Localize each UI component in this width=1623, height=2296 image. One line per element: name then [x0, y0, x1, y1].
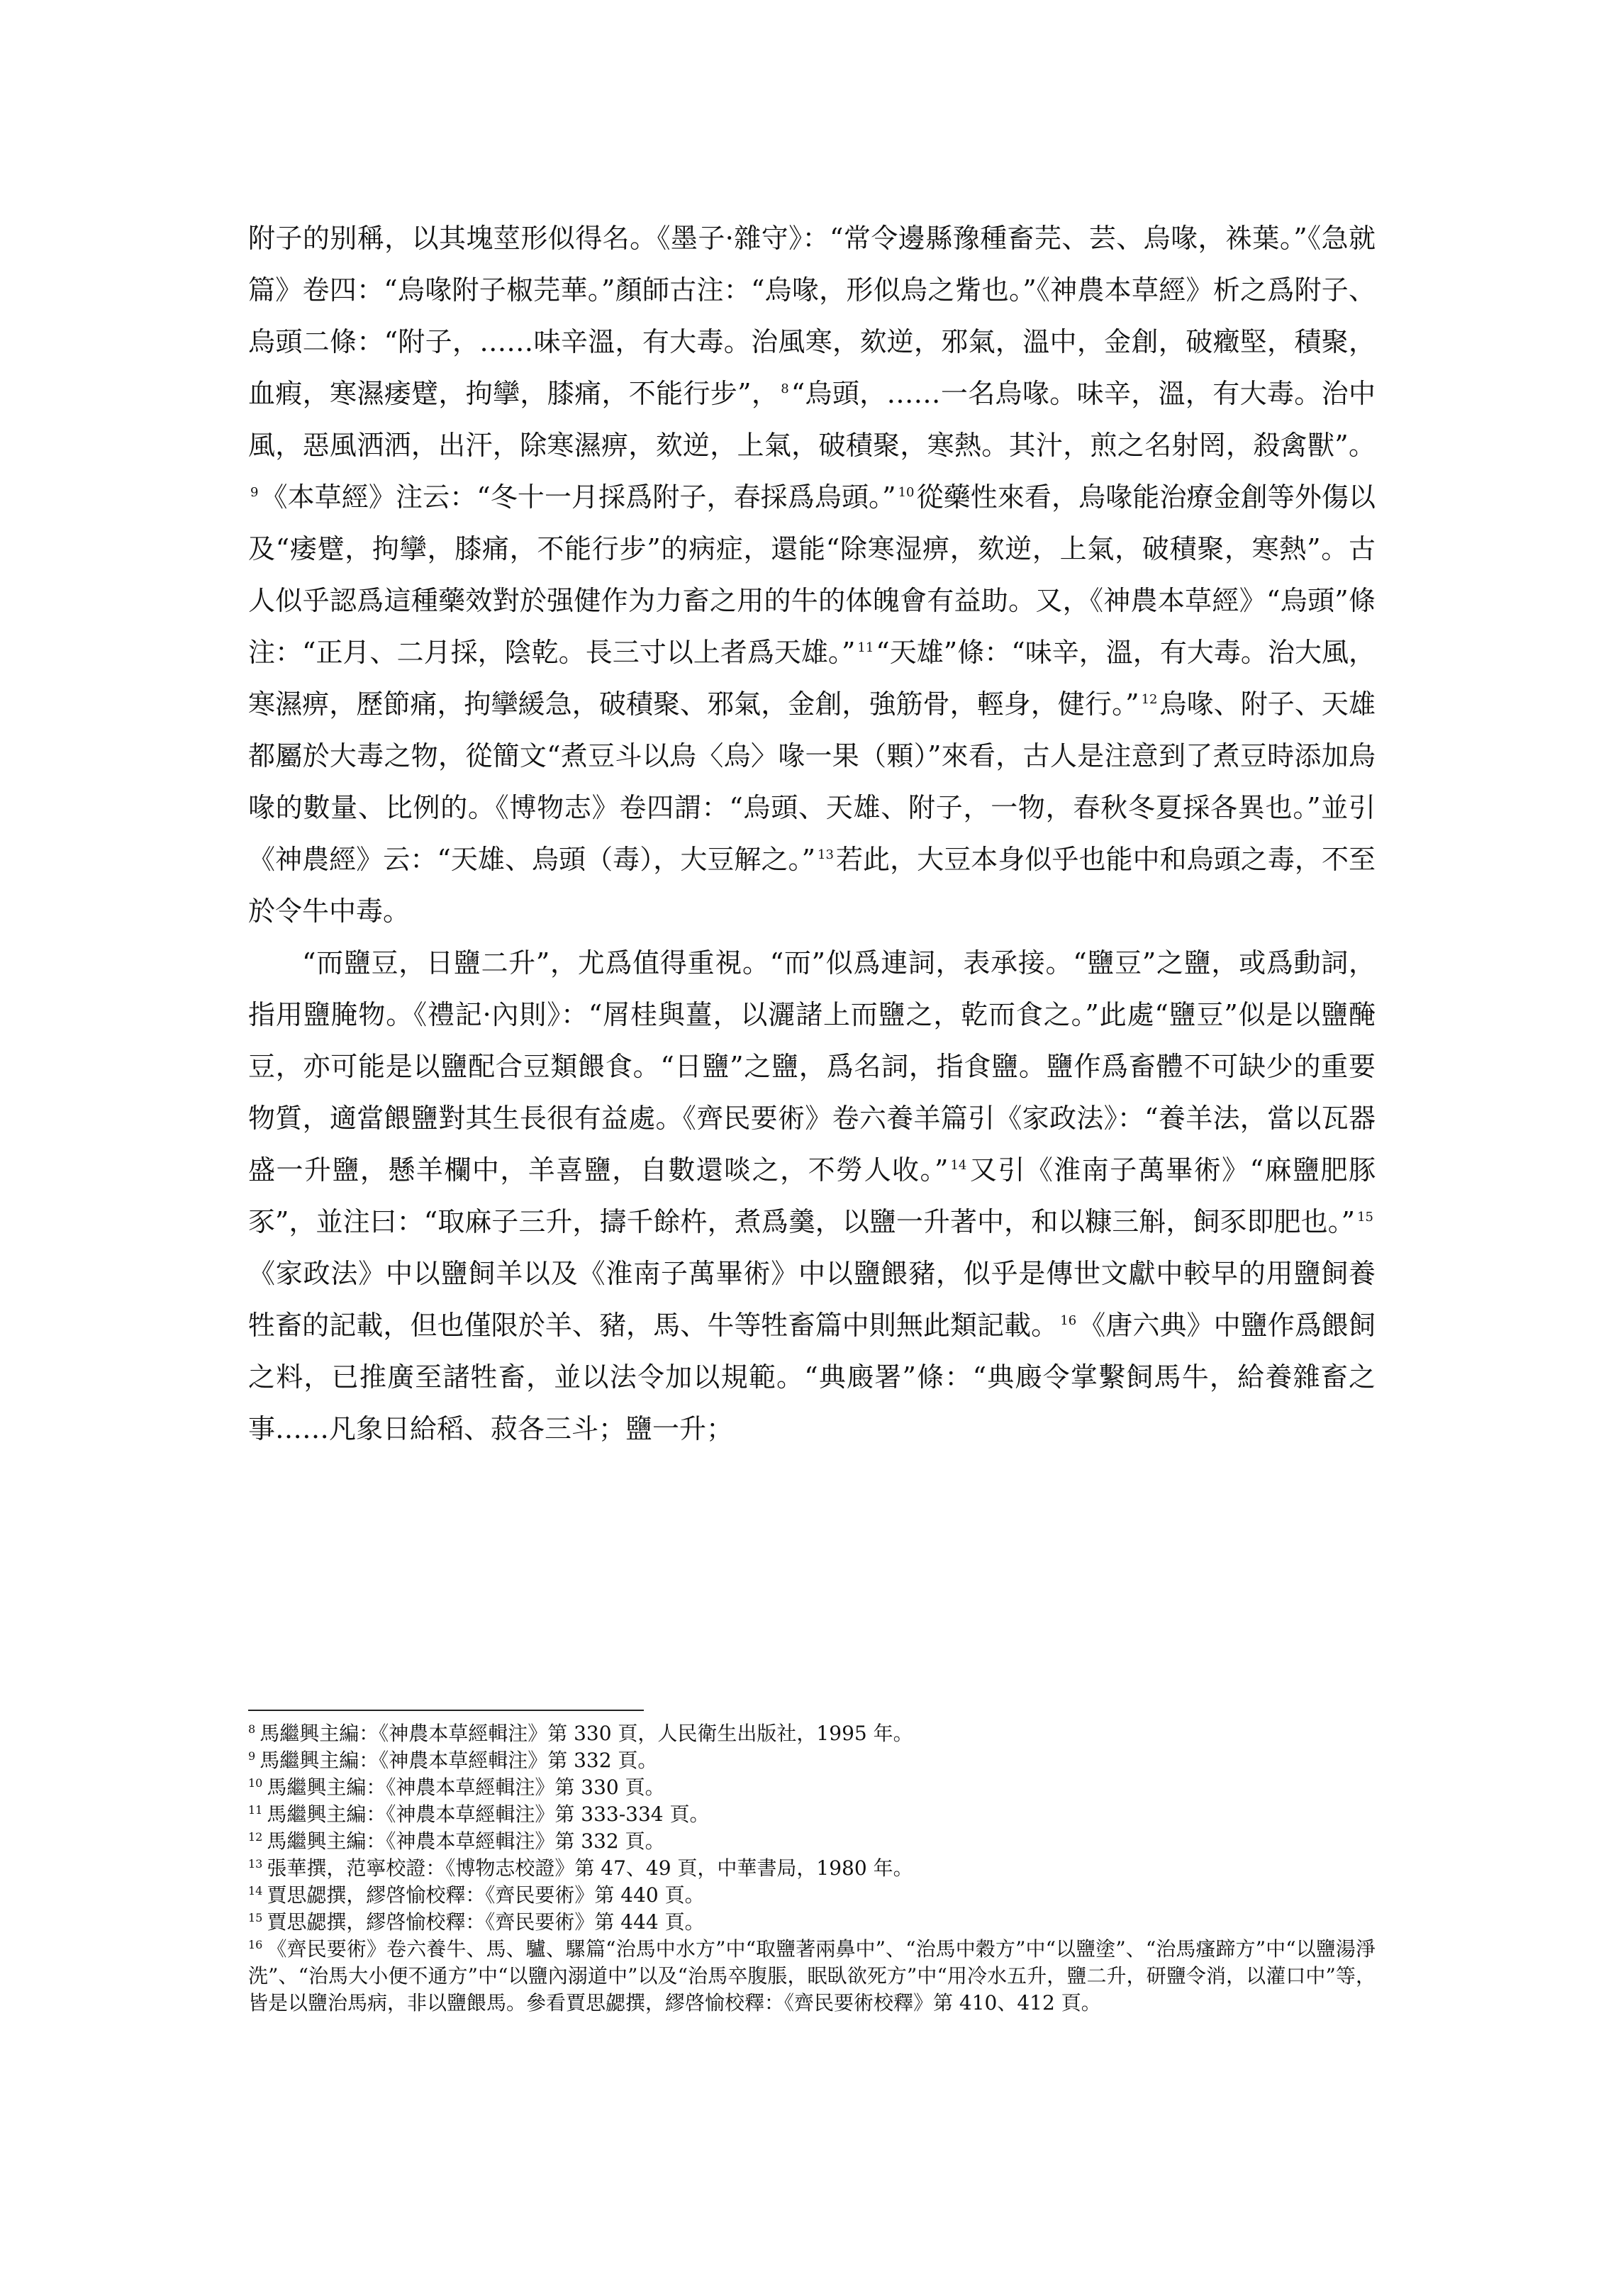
text-run: 若此，大豆本身似乎也能中和烏頭之毒，不至於令牛中毒。 [248, 844, 1376, 927]
footnote-number: 16 [248, 1937, 263, 1951]
footnote-text: 馬繼興主編：《神農本草經輯注》第 333-334 頁。 [267, 1802, 710, 1826]
footnote [248, 1828, 1376, 1855]
footnote-number: 14 [248, 1883, 263, 1897]
footnote-text: 賈思勰撰，繆啓愉校釋：《齊民要術》第 440 頁。 [267, 1883, 705, 1907]
text-run: “烏頭，……一名烏喙。味辛，溫，有大毒。治中風，惡風洒洒，出汗，除寒濕痹，欬逆，上氣，破積聚，寒熱。其汁，煎之名射罔，殺禽獸”。 [248, 378, 1376, 461]
text-run: 烏喙、附子、天雄都屬於大毒之物，從簡文“煮豆斗以烏〈烏〉喙一果（顆）”來看，古人是注意到了煮豆時添加烏喙的數量、比例的。《博物志》卷四謂：“烏頭、天雄、附子，一物，春秋冬夏採各異也。”並引《神農經》云：“天雄、烏頭（毒），大豆解之。” [248, 689, 1376, 875]
footnote-number: 13 [248, 1856, 263, 1871]
footnote-reference: 9 [250, 485, 259, 501]
footnote-reference: 16 [1060, 1313, 1077, 1329]
footnote-text: 馬繼興主編：《神農本草經輯注》第 330 頁，人民衛生出版社，1995 年。 [260, 1722, 913, 1745]
text-run: 從藥性來看，烏喙能治療金創等外傷以及“痿躄，拘攣，膝痛，不能行步”的病症，還能“除寒湿痹，欬逆，上氣，破積聚，寒熱”。古人似乎認爲這種藥效對於强健作为力畜之用的牛的体魄會有益助。又，《神農本草經》“烏頭”條注：“正月、二月採，陰乾。長三寸以上者爲天雄。” [248, 481, 1376, 668]
paragraph-1 [248, 213, 1376, 937]
footnote-reference: 8 [781, 381, 789, 397]
paragraph-2 [248, 937, 1376, 1455]
text-run: 《唐六典》中鹽作爲餵飼之料，已推廣至諸牲畜，並以法令加以規範。“典廄署”條：“典廄令掌繫飼馬牛，給養雜畜之事……凡象日給稻、菽各三斗；鹽一升； [248, 1310, 1376, 1444]
footnote-text: 馬繼興主編：《神農本草經輯注》第 332 頁。 [260, 1749, 658, 1772]
footnote-text: 馬繼興主編：《神農本草經輯注》第 330 頁。 [267, 1776, 665, 1799]
footnote [248, 1774, 1376, 1801]
footnote-number: 15 [248, 1910, 263, 1924]
footnote-number: 9 [248, 1749, 256, 1763]
footnote-reference: 13 [818, 847, 834, 863]
footnote-text: 馬繼興主編：《神農本草經輯注》第 332 頁。 [267, 1829, 665, 1853]
text-run: “天雄”條：“味辛，溫，有大毒。治大風，寒濕痹，歷節痛，拘攣緩急，破積聚、邪氣，金創，強筋骨，輕身，健行。” [248, 637, 1376, 720]
footnote-separator [248, 1710, 644, 1711]
text-run: “而鹽豆，日鹽二升”，尤爲值得重視。“而”似爲連詞，表承接。“鹽豆”之鹽，或爲動詞，指用鹽腌物。《禮記·內則》：“屑桂與薑，以灑諸上而鹽之，乾而食之。”此處“鹽豆”似是以鹽醃豆，亦可能是以鹽配合豆類餵食。“日鹽”之鹽，爲名詞，指食鹽。鹽作爲畜體不可缺少的重要物質，適當餵鹽對其生長很有益處。《齊民要術》卷六養羊篇引《家政法》：“養羊法，當以瓦器盛一升鹽，懸羊欄中，羊喜鹽，自數還啖之，不勞人收。” [248, 947, 1376, 1186]
footnote-reference: 14 [950, 1158, 967, 1174]
footnote-number: 12 [248, 1829, 263, 1844]
footnote-text: 《齊民要術》卷六養牛、馬、驢、騾篇“治馬中水方”中“取鹽著兩鼻中”、“治馬中穀方”中“以鹽塗”、“治馬瘙蹄方”中“以鹽湯淨洗”、“治馬大小便不通方”中“以鹽內溺道中”以及“治馬卒腹脹，眠臥欲死方”中“用冷水五升，鹽二升，研鹽令消，以灌口中”等，皆是以鹽治馬病，非以鹽餵馬。參看賈思勰撰，繆啓愉校釋：《齊民要術校釋》第 410、412 頁。 [248, 1937, 1376, 2014]
footnote [248, 1720, 1376, 1747]
footnote [248, 1747, 1376, 1774]
footnote [248, 1882, 1376, 1909]
footnote-reference: 10 [898, 485, 915, 501]
footnote [248, 1801, 1376, 1828]
footnote-reference: 15 [1357, 1210, 1373, 1225]
text-run: 《本草經》注云：“冬十一月採爲附子，春採爲烏頭。” [260, 481, 896, 513]
footnote-reference: 12 [1141, 692, 1158, 708]
text-run: 附子的别稱，以其塊莖形似得名。《墨子·雜守》：“常令邊縣豫種畜芫、芸、烏喙，袾葉。”《急就篇》卷四：“烏喙附子椒芫華。”顏師古注：“烏喙，形似烏之觜也。”《神農本草經》析之爲附子、烏頭二條：“附子，……味辛溫，有大毒。治風寒，欬逆，邪氣，溫中，金創，破癥堅，積聚，血瘕，寒濕痿躄，拘攣，膝痛，不能行步”， [248, 223, 1376, 409]
footnote [248, 1909, 1376, 1936]
footnote-text: 賈思勰撰，繆啓愉校釋：《齊民要術》第 444 頁。 [267, 1910, 705, 1934]
footnote-number: 8 [248, 1722, 256, 1736]
body-text [248, 213, 1376, 1455]
footnote [248, 1855, 1376, 1882]
footnotes [248, 1720, 1376, 2017]
footnote-reference: 11 [857, 640, 874, 656]
footnote [248, 1936, 1376, 2017]
text-run: 又引《淮南子萬畢術》“麻鹽肥豚豕”，並注曰：“取麻子三升，擣千餘杵，煮爲羹，以鹽一升著中，和以糠三斛，飼豕即肥也。” [248, 1154, 1376, 1237]
text-run: 《家政法》中以鹽飼羊以及《淮南子萬畢術》中以鹽餵豬，似乎是傳世文獻中較早的用鹽飼養牲畜的記載，但也僅限於羊、豬，馬、牛等牲畜篇中則無此類記載。 [248, 1258, 1376, 1341]
footnote-number: 11 [248, 1802, 263, 1817]
footnote-text: 張華撰，范寧校證：《博物志校證》第 47、49 頁，中華書局，1980 年。 [267, 1856, 913, 1880]
footnote-number: 10 [248, 1776, 263, 1790]
